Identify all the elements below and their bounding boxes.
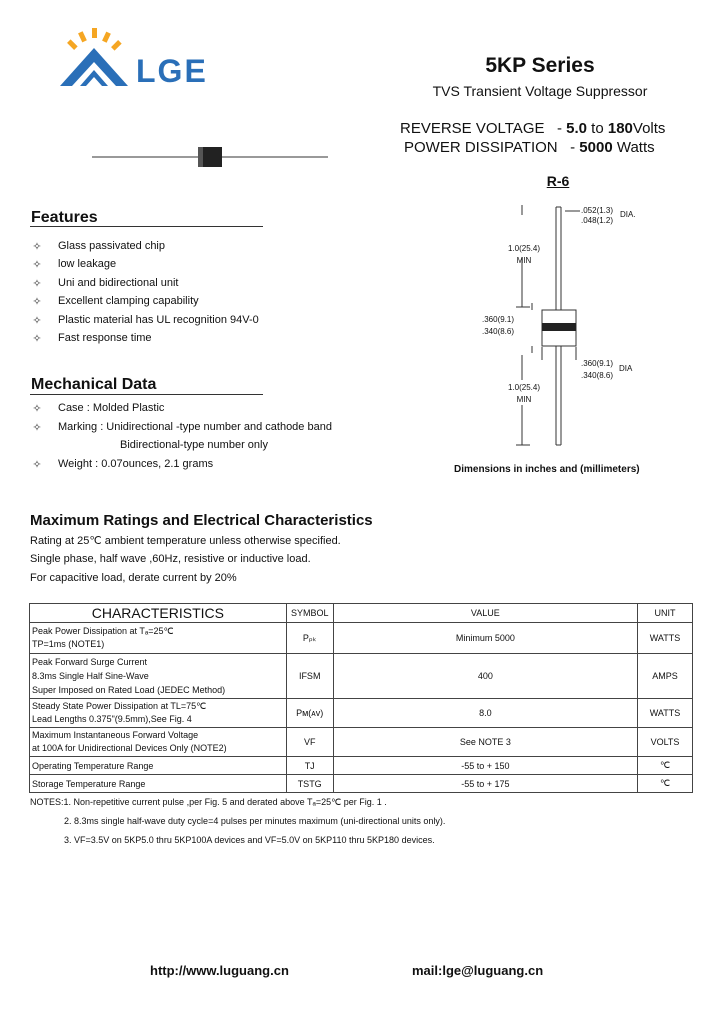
diamond-bullet-icon: ✧ [32, 296, 42, 308]
characteristic-cell: Maximum Instantaneous Forward Voltage at 100A for Unidirectional Devices Only (NOTE2) [30, 728, 287, 757]
column-header: UNIT [638, 604, 693, 623]
ratings-line: Single phase, half wave ,60Hz, resistive or inductive load. [30, 553, 311, 565]
column-header: VALUE [333, 604, 637, 623]
diamond-bullet-icon: ✧ [32, 333, 42, 345]
ratings-line: Rating at 25℃ ambient temperature unless otherwise specified. [30, 535, 341, 547]
unit-cell: AMPS [638, 654, 693, 699]
email-link[interactable]: mail:lge@luguang.cn [412, 963, 544, 978]
top-lead-length-dim: 1.0(25.4) MIN [508, 244, 541, 265]
lead-diameter-label: DIA. [620, 210, 636, 219]
body-diameter-dim: .360(9.1) .340(8.6) [581, 359, 614, 380]
body-length-dim: .360(9.1) .340(8.6) [482, 315, 515, 336]
symbol-cell: TJ [286, 757, 333, 775]
note-3: 3. VF=3.5V on 5KP5.0 thru 5KP100A devices and VF=5.0V on 5KP110 thru 5KP180 devices. [64, 835, 435, 845]
unit-cell: ℃ [638, 775, 693, 793]
ratings-table [29, 603, 693, 793]
table-row [30, 728, 693, 757]
table-row [30, 623, 693, 654]
column-header: SYMBOL [286, 604, 333, 623]
characteristic-cell: Peak Power Dissipation at Tₐ=25℃ TP=1ms (NOTE1) [30, 623, 287, 654]
ratings-line: For capacitive load, derate current by 20% [30, 572, 237, 584]
characteristic-cell: Operating Temperature Range [30, 757, 287, 775]
mechanical-list: ✧ Case : Molded Plastic ✧ Marking : Unidirectional -type number and cathode band Bidirectional-type number only ✧ Weight : 0.07ounces, 2.1 grams [30, 402, 370, 474]
symbol-cell: VF [286, 728, 333, 757]
table-row [30, 699, 693, 728]
bottom-lead-length-dim: 1.0(25.4) MIN [508, 383, 541, 404]
package-name: R-6 [546, 173, 570, 189]
value-cell: -55 to + 175 [333, 775, 637, 793]
unit-cell: WATTS [638, 623, 693, 654]
characteristic-cell: Storage Temperature Range [30, 775, 287, 793]
table-header-row [30, 604, 693, 623]
value-cell: -55 to + 150 [333, 757, 637, 775]
diamond-bullet-icon: ✧ [32, 315, 42, 327]
value-cell: 8.0 [333, 699, 637, 728]
table-row [30, 775, 693, 793]
features-list: ✧ Glass passivated chip ✧ low leakage ✧ Uni and bidirectional unit ✧ Excellent clamping capability ✧ Plastic material has UL recognition 94V-0 ✧ Fast response time [30, 240, 370, 350]
diamond-bullet-icon: ✧ [32, 241, 42, 253]
diamond-bullet-icon: ✧ [32, 259, 42, 271]
unit-cell: WATTS [638, 699, 693, 728]
diamond-bullet-icon: ✧ [32, 278, 42, 290]
symbol-cell: IFSM [286, 654, 333, 699]
features-rule [30, 226, 263, 227]
website-link[interactable]: http://www.luguang.cn [150, 963, 289, 978]
symbol-cell: TSTG [286, 775, 333, 793]
value-cell: 400 [333, 654, 637, 699]
diamond-bullet-icon: ✧ [32, 459, 42, 471]
table-row [30, 757, 693, 775]
diode-image [90, 145, 330, 169]
features-heading: Features [31, 209, 98, 226]
diamond-bullet-icon: ✧ [32, 422, 42, 434]
series-subtitle: TVS Transient Voltage Suppressor [432, 83, 648, 99]
series-title: 5KP Series [485, 54, 595, 77]
lead-diameter-dim: .052(1.3) .048(1.2) [581, 206, 614, 225]
characteristic-cell: Steady State Power Dissipation at TL=75℃ Lead Lengths 0.375"(9.5mm),See Fig. 4 [30, 699, 287, 728]
unit-cell: ℃ [638, 757, 693, 775]
company-logo [58, 26, 238, 92]
ratings-heading: Maximum Ratings and Electrical Characteristics [30, 512, 373, 529]
body-diameter-label: DIA [619, 364, 633, 373]
reverse-voltage-spec: REVERSE VOLTAGE - 5.0 to 180Volts [400, 120, 666, 137]
logo-text: LGE [136, 53, 208, 89]
note-1: NOTES:1. Non-repetitive current pulse ,per Fig. 5 and derated above Tₐ=25℃ per Fig. 1 . [30, 797, 387, 807]
mechanical-rule [30, 394, 263, 395]
note-2: 2. 8.3ms single half-wave duty cycle=4 pulses per minutes maximum (uni-directional units only). [64, 816, 446, 826]
mechanical-heading: Mechanical Data [31, 376, 157, 393]
unit-cell: VOLTS [638, 728, 693, 757]
symbol-cell: Pₚₖ [286, 623, 333, 654]
power-dissipation-spec: POWER DISSIPATION - 5000 Watts [404, 139, 655, 156]
column-header: CHARACTERISTICS [30, 604, 287, 623]
value-cell: See NOTE 3 [333, 728, 637, 757]
symbol-cell: Pᴍ(ᴀᴠ) [286, 699, 333, 728]
characteristic-cell: Peak Forward Surge Current 8.3ms Single Half Sine-Wave Super Imposed on Rated Load (JEDEC Method) [30, 654, 287, 699]
diamond-bullet-icon: ✧ [32, 403, 42, 415]
table-row [30, 654, 693, 699]
value-cell: Minimum 5000 [333, 623, 637, 654]
dimensions-caption: Dimensions in inches and (millimeters) [454, 464, 640, 475]
